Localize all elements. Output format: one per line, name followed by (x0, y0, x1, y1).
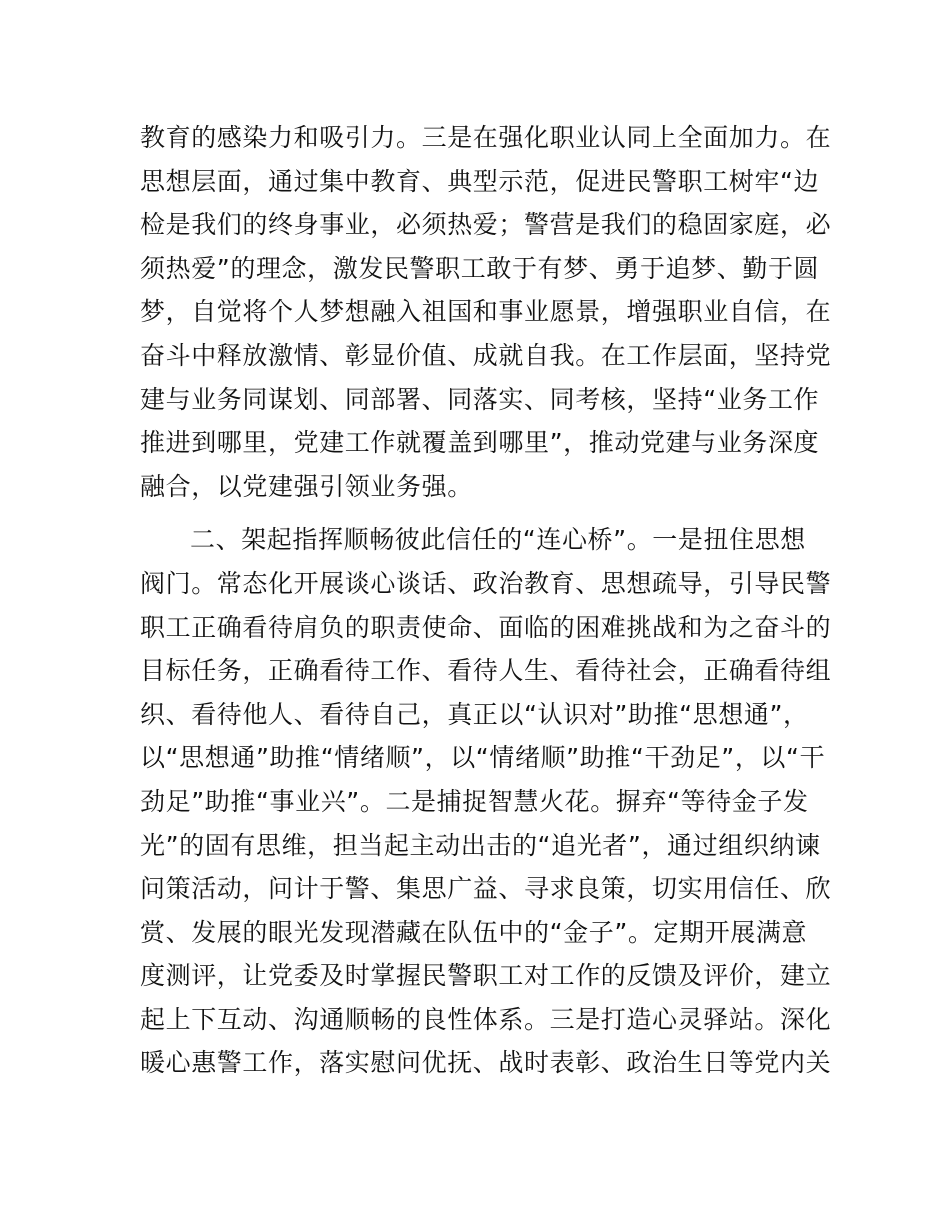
text-line: 教育的感染力和吸引力。三是在强化职业认同上全面加力。在 (140, 123, 832, 152)
text-line: 思想层面，通过集中教育、典型示范，促进民警职工树牢“边 (140, 166, 820, 196)
text-line: 建与业务同谋划、同部署、同落实、同考核，坚持“业务工作 (140, 384, 820, 414)
text-line: 阀门。常态化开展谈心谈话、政治教育、思想疏导，引导民警 (140, 568, 832, 598)
text-line: 检是我们的终身事业，必须热爱；警营是我们的稳固家庭，必 (140, 210, 832, 240)
text-line-indented: 二、架起指挥顺畅彼此信任的“连心桥”。一是扭住思想 (190, 525, 806, 555)
text-line: 奋斗中释放激情、彰显价值、成就自我。在工作层面，坚持党 (140, 340, 832, 370)
paragraph-2 (140, 518, 832, 1085)
text-line: 织、看待他人、看待自己，真正以“认识对”助推“思想通”， (140, 699, 809, 729)
text-line: 以“思想通”助推“情绪顺”，以“情绪顺”助推“干劲足”，以“干 (140, 743, 826, 773)
document-page (140, 116, 832, 1085)
text-line: 暖心惠警工作，落实慰问优抚、战时表彰、政治生日等党内关 (140, 1048, 832, 1078)
paragraph-1 (140, 116, 832, 508)
text-line: 目标任务，正确看待工作、看待人生、看待社会，正确看待组 (140, 656, 832, 686)
text-line: 光”的固有思维，担当起主动出击的“追光者”，通过组织纳谏 (140, 830, 821, 860)
text-line: 起上下互动、沟通顺畅的良性体系。三是打造心灵驿站。深化 (140, 1004, 832, 1034)
text-line: 问策活动，问计于警、集思广益、寻求良策，切实用信任、欣 (140, 874, 832, 904)
text-line: 推进到哪里，党建工作就覆盖到哪里”，推动党建与业务深度 (140, 428, 820, 458)
text-line: 职工正确看待肩负的职责使命、面临的困难挑战和为之奋斗的 (140, 612, 832, 642)
text-line: 劲足”助推“事业兴”。二是捕捉智慧火花。摒弃“等待金子发 (140, 786, 809, 816)
text-line: 梦，自觉将个人梦想融入祖国和事业愿景，增强职业自信，在 (140, 297, 832, 327)
text-line: 度测评，让党委及时掌握民警职工对工作的反馈及评价，建立 (140, 961, 832, 991)
text-line: 须热爱”的理念，激发民警职工敢于有梦、勇于追梦、勤于圆 (140, 253, 820, 283)
text-line: 融合，以党建强引领业务强。 (140, 471, 473, 501)
text-line: 赏、发展的眼光发现潜藏在队伍中的“金子”。定期开展满意 (140, 917, 808, 947)
